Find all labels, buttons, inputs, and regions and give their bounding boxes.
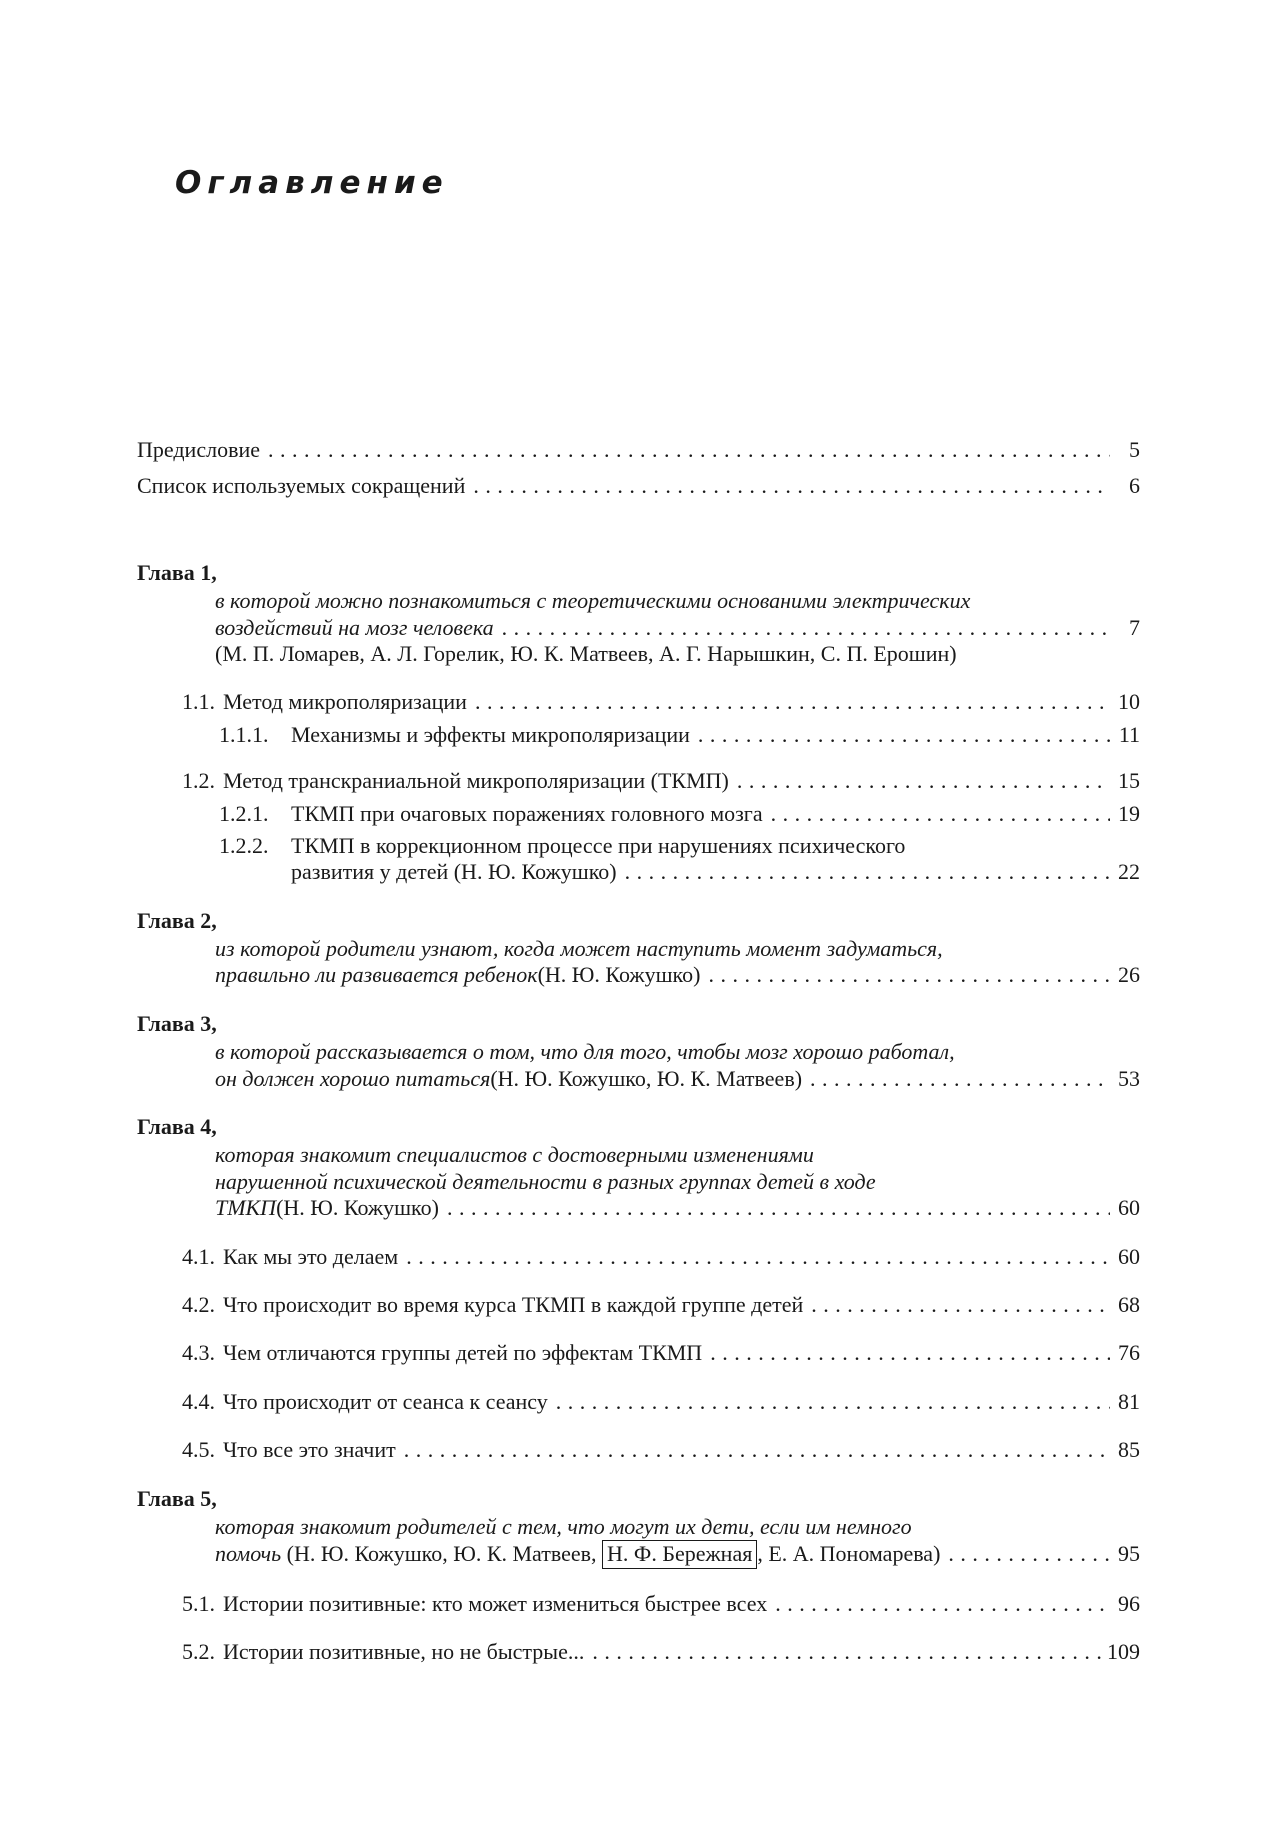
section-number: 1.1. xyxy=(182,689,215,715)
toc-section-4-4[interactable] xyxy=(137,1389,1140,1415)
leader-dots xyxy=(475,689,1110,715)
leader-dots xyxy=(473,473,1110,499)
section-number: 4.4. xyxy=(182,1388,215,1414)
toc-page-number: 7 xyxy=(1129,614,1140,640)
toc-page-number: 95 xyxy=(1118,1541,1140,1567)
section-number: 5.2. xyxy=(182,1639,215,1665)
section-number: 1.2.1. xyxy=(219,800,269,826)
chapter-5-heading: Глава 5, xyxy=(137,1485,217,1511)
section-number: 4.1. xyxy=(182,1243,215,1269)
chapter-1-heading: Глава 1, xyxy=(137,559,217,585)
chapter-2-entry[interactable] xyxy=(137,936,1140,989)
leader-dots xyxy=(556,1389,1110,1415)
leader-dots xyxy=(810,1066,1110,1092)
chapter-description-line: в которой можно познакомиться с теоретическими основаними электрических xyxy=(215,588,971,614)
leader-dots xyxy=(737,768,1110,794)
leader-dots xyxy=(811,1292,1110,1318)
leader-dots xyxy=(775,1591,1110,1617)
toc-entry-title: Предисловие xyxy=(137,437,260,462)
toc-page-number: 26 xyxy=(1118,962,1140,988)
chapter-authors: (Н. Ю. Кожушко, Ю. К. Матвеев, xyxy=(281,1541,603,1567)
chapter-description-line: которая знакомит специалистов с достоверными изменениями xyxy=(215,1142,814,1168)
section-title: Что происходит от сеанса к сеансу xyxy=(223,1388,548,1414)
section-number: 4.2. xyxy=(182,1291,215,1317)
toc-entry-abbreviations[interactable] xyxy=(137,473,1140,499)
chapter-description-line: которая знакомит родителей с тем, что могут их дети, если им немного xyxy=(215,1513,912,1539)
section-title: Что происходит во время курса ТКМП в каждой группе детей xyxy=(223,1291,804,1317)
toc-section-5-1[interactable] xyxy=(137,1591,1140,1617)
chapter-description-line: в которой рассказывается о том, что для того, чтобы мозг хорошо работал, xyxy=(215,1039,955,1065)
section-title: Метод транскраниальной микрополяризации (ТКМП) xyxy=(223,768,729,794)
chapter-5-entry[interactable] xyxy=(137,1514,1140,1569)
chapter-description-line: нарушенной психической деятельности в разных группах детей в ходе xyxy=(215,1168,876,1194)
section-number: 1.2.2. xyxy=(219,832,269,858)
section-title: Что все это значит xyxy=(223,1437,396,1463)
toc-page-number: 5 xyxy=(1129,437,1140,462)
toc-section-1-1-1[interactable] xyxy=(137,722,1140,748)
leader-dots xyxy=(404,1437,1110,1463)
toc-section-4-3[interactable] xyxy=(137,1340,1140,1366)
toc-page-number: 53 xyxy=(1118,1065,1140,1091)
leader-dots xyxy=(948,1541,1110,1567)
toc-page-number: 76 xyxy=(1118,1340,1140,1366)
leader-dots xyxy=(268,437,1110,463)
toc-page-number: 6 xyxy=(1129,473,1140,499)
section-title: Чем отличаются группы детей по эффектам ТКМП xyxy=(223,1340,703,1366)
toc-page-number: 109 xyxy=(1107,1639,1140,1665)
section-number: 4.3. xyxy=(182,1340,215,1366)
chapter-3-heading: Глава 3, xyxy=(137,1010,217,1036)
section-title: ТКМП в коррекционном процессе при нарушениях психического xyxy=(291,832,906,858)
toc-section-1-2-1[interactable] xyxy=(137,801,1140,827)
toc-section-1-2-2[interactable] xyxy=(137,833,1140,886)
leader-dots xyxy=(698,722,1110,748)
chapter-4-heading: Глава 4, xyxy=(137,1114,217,1140)
section-number: 1.2. xyxy=(182,768,215,794)
chapter-2-heading: Глава 2, xyxy=(137,907,217,933)
leader-dots xyxy=(447,1195,1110,1221)
toc-page-number: 22 xyxy=(1118,859,1140,885)
section-title: ТКМП при очаговых поражениях головного мозга xyxy=(291,800,763,826)
toc-page-number: 85 xyxy=(1118,1437,1140,1463)
page-title: Оглавление xyxy=(175,165,449,201)
section-number: 5.1. xyxy=(182,1590,215,1616)
toc-section-1-1[interactable] xyxy=(137,689,1140,715)
toc-section-1-2[interactable] xyxy=(137,768,1140,794)
toc-page-number: 10 xyxy=(1118,689,1140,715)
section-title-continued: развития у детей (Н. Ю. Кожушко) xyxy=(291,859,617,885)
table-of-contents xyxy=(137,437,1140,1666)
section-title: Механизмы и эффекты микрополяризации xyxy=(291,721,690,747)
toc-page-number: 11 xyxy=(1118,721,1140,747)
leader-dots xyxy=(710,1340,1110,1366)
leader-dots xyxy=(406,1244,1110,1270)
chapter-description-line: помочь xyxy=(215,1541,282,1567)
section-title: Как мы это делаем xyxy=(223,1243,399,1269)
toc-section-4-1[interactable] xyxy=(137,1244,1140,1270)
chapter-3-entry[interactable] xyxy=(137,1039,1140,1092)
toc-section-4-5[interactable] xyxy=(137,1437,1140,1463)
toc-section-4-2[interactable] xyxy=(137,1292,1140,1318)
section-title: Истории позитивные: кто может измениться быстрее всех xyxy=(223,1590,768,1616)
toc-page-number: 60 xyxy=(1118,1243,1140,1269)
leader-dots xyxy=(502,615,1110,641)
toc-entry-title: Список используемых сокращений xyxy=(137,473,466,499)
leader-dots xyxy=(771,801,1110,827)
chapter-authors: (Н. Ю. Кожушко) xyxy=(537,962,701,988)
chapter-authors: (Н. Ю. Кожушко) xyxy=(276,1195,439,1221)
section-number: 4.5. xyxy=(182,1437,215,1463)
chapter-authors: (М. П. Ломарев, А. Л. Горелик, Ю. К. Матвеев, А. Г. Нарышкин, С. П. Ерошин) xyxy=(215,640,957,666)
chapter-description-line: воздействий на мозг человека xyxy=(215,614,494,640)
leader-dots xyxy=(625,859,1110,885)
chapter-description-line: он должен хорошо питаться xyxy=(215,1065,491,1091)
section-number: 1.1.1. xyxy=(219,721,269,747)
chapter-authors: (Н. Ю. Кожушко, Ю. К. Матвеев) xyxy=(490,1065,803,1091)
toc-page-number: 68 xyxy=(1118,1291,1140,1317)
toc-page-number: 15 xyxy=(1118,768,1140,794)
chapter-description-line: правильно ли развивается ребенок xyxy=(215,962,538,988)
section-title: Истории позитивные, но не быстрые... xyxy=(223,1639,585,1665)
chapter-authors: , Е. А. Пономарева) xyxy=(757,1541,941,1567)
toc-section-5-2[interactable] xyxy=(137,1639,1140,1665)
chapter-description-line: из которой родители узнают, когда может наступить момент задуматься, xyxy=(215,936,943,962)
toc-entry-preface[interactable] xyxy=(137,437,1140,463)
leader-dots xyxy=(708,962,1110,988)
toc-page-number: 96 xyxy=(1118,1590,1140,1616)
chapter-1-entry[interactable] xyxy=(137,588,1140,667)
boxed-author-name: Н. Ф. Бережная xyxy=(602,1540,757,1568)
toc-page-number: 60 xyxy=(1118,1195,1140,1221)
leader-dots xyxy=(592,1639,1101,1665)
section-title: Метод микрополяризации xyxy=(223,689,467,715)
chapter-description-line: ТМКП xyxy=(215,1195,277,1221)
chapter-4-entry[interactable] xyxy=(137,1142,1140,1221)
toc-page-number: 19 xyxy=(1118,800,1140,826)
toc-page-number: 81 xyxy=(1118,1388,1140,1414)
